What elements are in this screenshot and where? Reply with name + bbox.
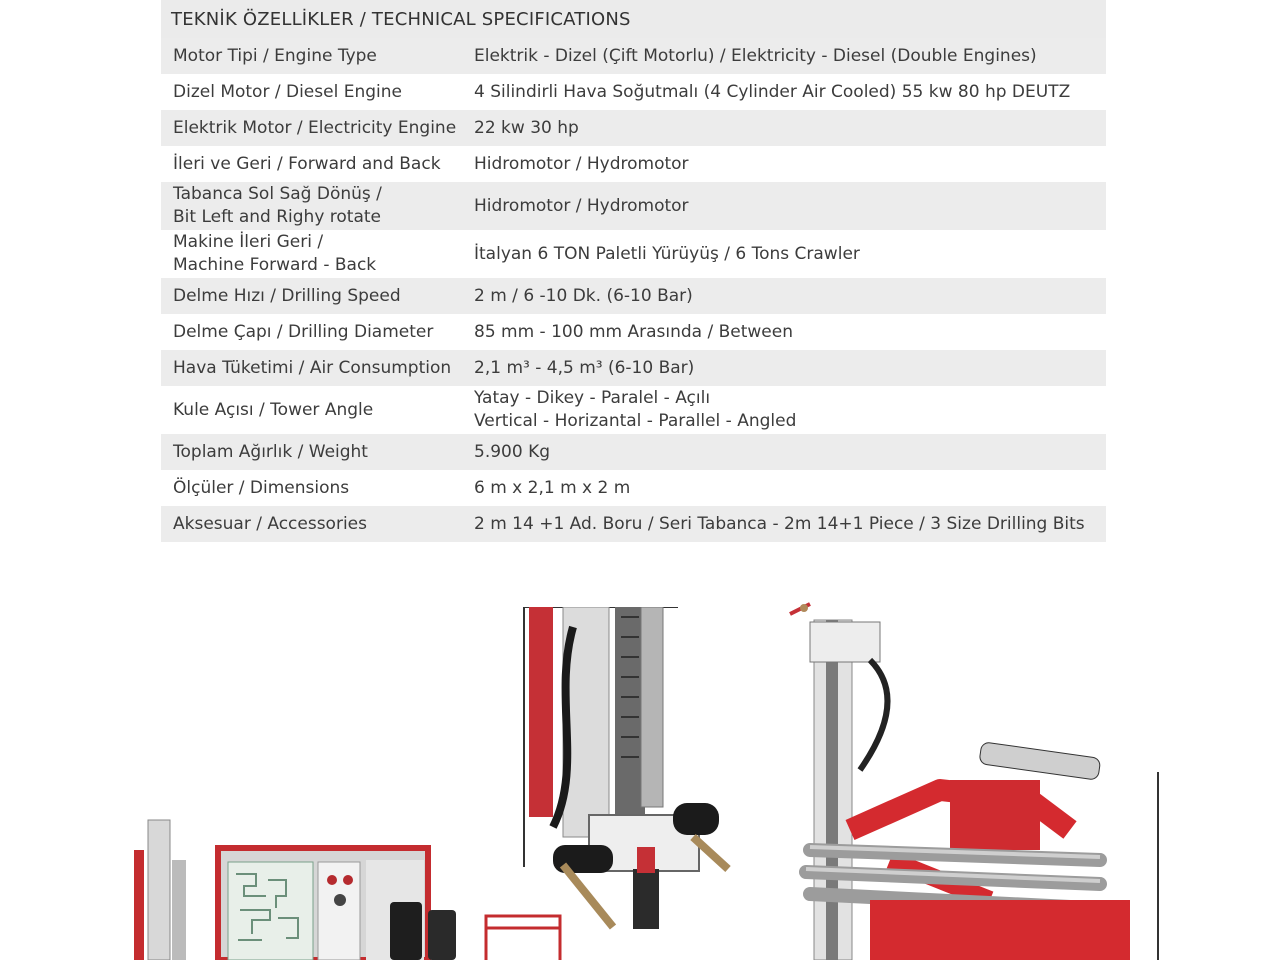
spec-value: 2,1 m³ - 4,5 m³ (6-10 Bar): [474, 357, 695, 378]
spec-value: 4 Silindirli Hava Soğutmalı (4 Cylinder Air Cooled) 55 kw 80 hp DEUTZ: [474, 81, 1071, 102]
spec-row-drilling-diameter: [161, 314, 1106, 350]
spec-label: Hava Tüketimi / Air Consumption: [173, 357, 452, 378]
spec-label: Motor Tipi / Engine Type: [173, 45, 377, 66]
spec-row-electric-engine: [161, 110, 1106, 146]
spec-label: [161, 231, 474, 277]
spec-label-line: Machine Forward - Back: [173, 255, 377, 275]
spec-label-line: Makine İleri Geri /: [173, 232, 324, 252]
spec-value: [474, 387, 1106, 433]
spec-label: Elektrik Motor / Electricity Engine: [173, 117, 457, 138]
spec-label: Delme Çapı / Drilling Diameter: [173, 321, 434, 342]
spec-row-bit-rotate: [161, 182, 1106, 230]
spec-row-drilling-speed: [161, 278, 1106, 314]
spec-label: Dizel Motor / Diesel Engine: [173, 81, 402, 102]
spec-row-engine-type: [161, 38, 1106, 74]
spec-row-weight: [161, 434, 1106, 470]
spec-value-line: Yatay - Dikey - Paralel - Açılı: [474, 388, 711, 408]
spec-label-line: Bit Left and Righy rotate: [173, 207, 382, 227]
spec-label: Toplam Ağırlık / Weight: [173, 441, 368, 462]
spec-label: İleri ve Geri / Forward and Back: [173, 153, 441, 174]
spec-row-dimensions: [161, 470, 1106, 506]
spec-label-line: Tabanca Sol Sağ Dönüş /: [173, 184, 382, 204]
technical-specifications-table: [161, 0, 1106, 542]
spec-row-air-consumption: [161, 350, 1106, 386]
spec-value: 2 m / 6 -10 Dk. (6-10 Bar): [474, 285, 693, 306]
spec-label: Kule Açısı / Tower Angle: [173, 399, 374, 420]
spec-value: İtalyan 6 TON Paletli Yürüyüş / 6 Tons Crawler: [474, 243, 860, 264]
spec-label: Aksesuar / Accessories: [173, 513, 367, 534]
spec-value-line: Vertical - Horizantal - Parallel - Angled: [474, 411, 797, 431]
spec-row-machine-forward-back: [161, 230, 1106, 278]
spec-value: 2 m 14 +1 Ad. Boru / Seri Tabanca - 2m 14+1 Piece / 3 Size Drilling Bits: [474, 513, 1085, 534]
drill-head-closeup-photo: [523, 607, 743, 947]
drilling-machine-photo-front: [770, 600, 1160, 960]
spec-value: Hidromotor / Hydromotor: [474, 153, 689, 174]
spec-label: Ölçüler / Dimensions: [173, 477, 350, 498]
spec-value: 85 mm - 100 mm Arasında / Between: [474, 321, 793, 342]
spec-label: Delme Hızı / Drilling Speed: [173, 285, 401, 306]
spec-row-tower-angle: [161, 386, 1106, 434]
spec-value: Hidromotor / Hydromotor: [474, 195, 689, 216]
spec-value: 22 kw 30 hp: [474, 117, 579, 138]
spec-row-accessories: [161, 506, 1106, 542]
spec-value: 6 m x 2,1 m x 2 m: [474, 477, 631, 498]
spec-value: 5.900 Kg: [474, 441, 551, 462]
spec-value: Elektrik - Dizel (Çift Motorlu) / Elektricity - Diesel (Double Engines): [474, 45, 1037, 66]
spec-row-diesel-engine: [161, 74, 1106, 110]
table-header: TEKNİK ÖZELLİKLER / TECHNICAL SPECIFICATIONS: [161, 0, 1106, 38]
drilling-machine-photo-side: [128, 810, 568, 960]
spec-label: [161, 183, 474, 229]
spec-row-forward-back: [161, 146, 1106, 182]
